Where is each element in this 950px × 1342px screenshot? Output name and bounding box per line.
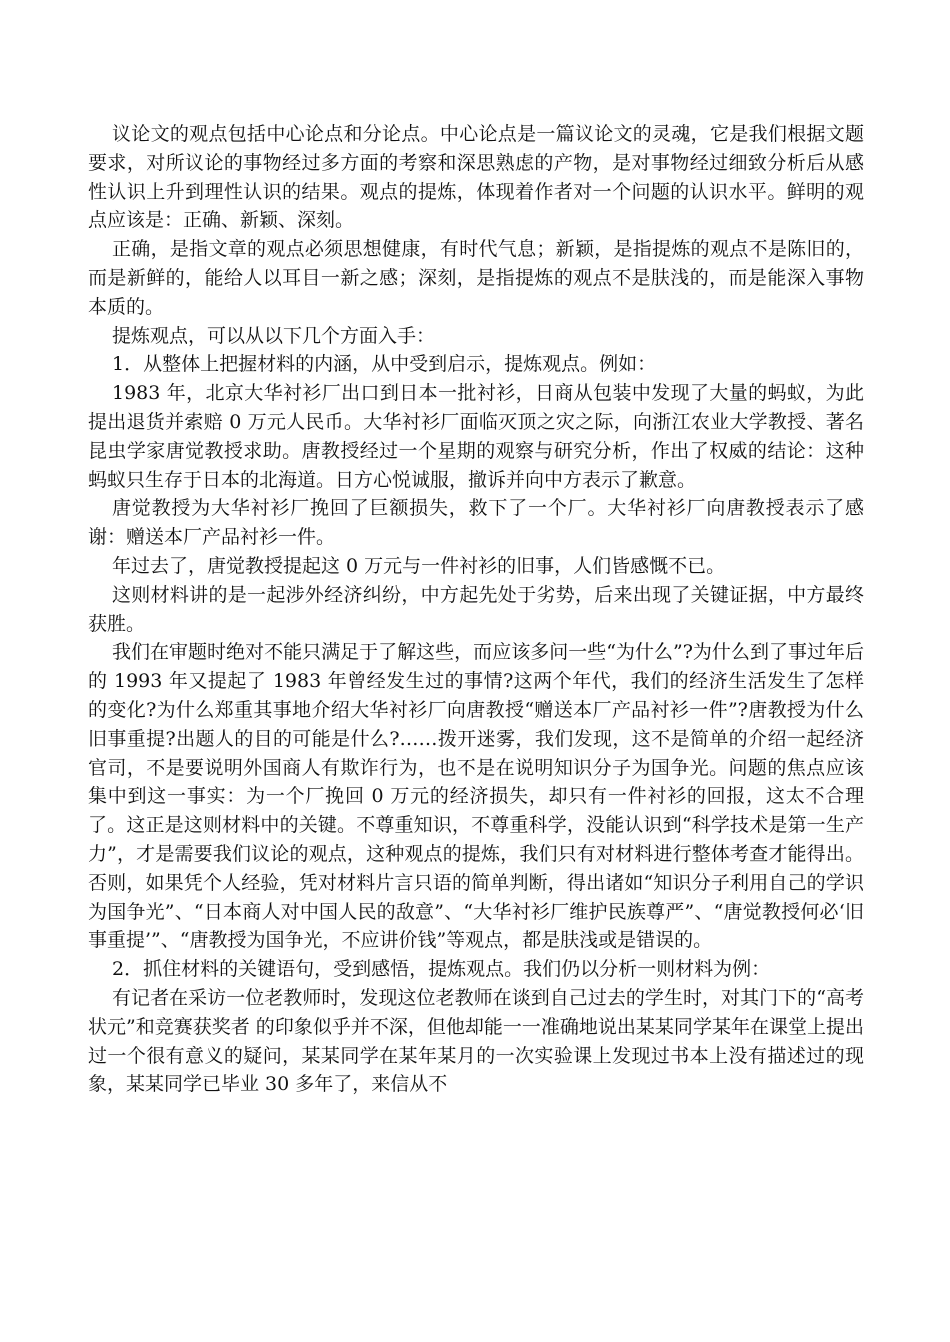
paragraph-analysis: 我们在审题时绝对不能只满足于了解这些，而应该多问一些“为什么”?为什么到了事过年后的 1993 年又提起了 1983 年曾经发生过的事情?这两个年代，我们的经济生活发生了怎样的变化?为什么郑重其事地介绍大华衬衫厂向唐教授“赠送本厂产品衬衫一件”?唐教授为什么旧事重提?出题人的目的可能是什么?……拨开迷雾，我们发现，这不是简单的介绍一起经济官司，不是要说明外国商人有欺诈行为，也不是在说明知识分子为国争光。问题的焦点应该集中到这一事实：为一个厂挽回 0 万元的经济损失，却只有一件衬衫的回报，这太不合理了。这正是这则材料中的关键。不尊重知识，不尊重科学，没能认识到“科学技术是第一生产力”，才是需要我们议论的观点，这种观点的提炼，我们只有对材料进行整体考查才能得出。否则，如果凭个人经验，凭对材料片言只语的简单判断，得出诸如“知识分子利用自己的学识为国争光”、“日本商人对中国人民的敌意”、“大华衬衫厂维护民族尊严”、“唐觉教授何必‘旧事重提’”、“唐教授为国争光，不应讲价钱”等观点，都是肤浅或是错误的。 (88, 641, 864, 952)
paragraph-intro: 议论文的观点包括中心论点和分论点。中心论点是一篇议论文的灵魂，它是我们根据文题要求，对所议论的事物经过多方面的考察和深思熟虑的产物，是对事物经过细致分析后从感性认识上升到理性认识的结果。观点的提炼，体现着作者对一个问题的认识水平。鲜明的观点应该是：正确、新颖、深刻。 (88, 123, 864, 232)
paragraph-method-2-heading: 2．抓住材料的关键语句，受到感悟，提炼观点。我们仍以分析一则材料为例： (112, 958, 771, 981)
paragraph-teacher-story: 有记者在采访一位老教师时，发现这位老教师在谈到自己过去的学生时，对其门下的“高考状元”和竞赛获奖者 的印象似乎并不深，但他却能一一准确地说出某某同学某年在课堂上提出过一个很有意义的疑问，某某同学在某年某月的一次实验课上发现过书本上没有描述过的现象，某某同学已毕业 30 多年了，来信从不 (88, 986, 864, 1096)
document-page (88, 120, 864, 1099)
paragraph-material-thanks: 唐觉教授为大华衬衫厂挽回了巨额损失，救下了一个厂。大华衬衫厂向唐教授表示了感谢：赠送本厂产品衬衫一件。 (88, 497, 864, 549)
paragraph-material-aftermath: 年过去了，唐觉教授提起这 0 万元与一件衬衫的旧事，人们皆感慨不已。 (112, 554, 726, 577)
paragraph-material-story: 1983 年，北京大华衬衫厂出口到日本一批衬衫，日商从包装中发现了大量的蚂蚁，为此提出退货并索赔 0 万元人民币。大华衬衫厂面临灭顶之灾之际，向浙江农业大学教授、著名昆虫学家唐觉教授求助。唐教授经过一个星期的观察与研究分析，作出了权威的结论：这种蚂蚁只生存于日本的北海道。日方心悦诚服，撤诉并向中方表示了歉意。 (88, 382, 864, 491)
paragraph-method-1-heading: 1．从整体上把握材料的内涵，从中受到启示，提炼观点。例如： (112, 353, 657, 376)
paragraph-material-summary: 这则材料讲的是一起涉外经济纠纷，中方起先处于劣势，后来出现了关键证据，中方最终获胜。 (88, 583, 864, 635)
paragraph-methods-intro: 提炼观点，可以从以下几个方面入手： (112, 324, 436, 347)
paragraph-criteria: 正确，是指文章的观点必须思想健康，有时代气息；新颖，是指提炼的观点不是陈旧的，而是新鲜的，能给人以耳目一新之感；深刻，是指提炼的观点不是肤浅的，而是能深入事物本质的。 (88, 238, 864, 318)
